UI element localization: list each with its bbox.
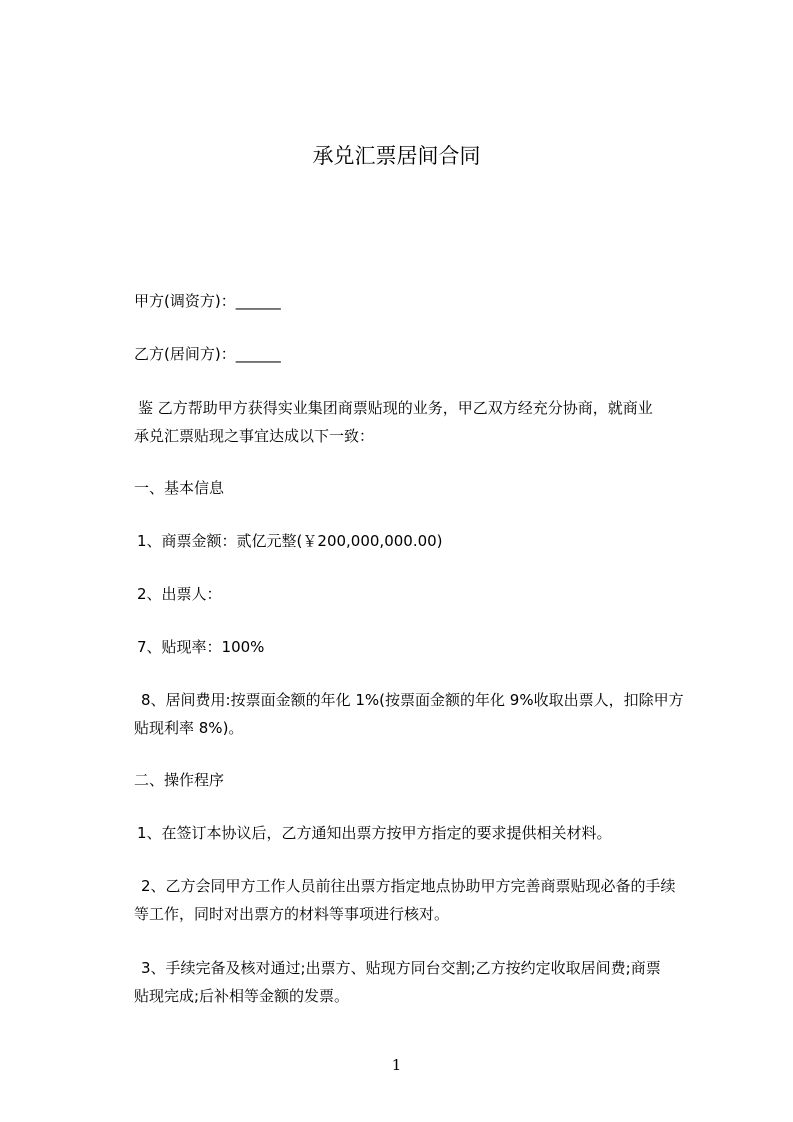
- step-3: [141, 954, 671, 982]
- step-3-continued: [134, 982, 664, 1010]
- preamble-line-2: 承兑汇票贴现之事宜达成以下一致：: [134, 427, 375, 445]
- step-3-line-1: 3、手续完备及核对通过;出票方、贴现方同台交割;乙方按约定收取居间费;商票: [141, 959, 661, 977]
- party-b-line: 乙方(居间方)：______: [134, 345, 281, 363]
- step-2-line-1: 2、乙方会同甲方工作人员前往出票方指定地点协助甲方完善商票贴现必备的手续: [141, 877, 676, 895]
- item-1-amount: 1、商票金额：贰亿元整(￥200,000,000.00): [137, 532, 443, 550]
- preamble-line-1: 鉴 乙方帮助甲方获得实业集团商票贴现的业务，甲乙双方经充分协商，就商业: [138, 399, 653, 417]
- step-3-line-2: 贴现完成;后补相等金额的发票。: [134, 987, 350, 1005]
- item-2-drawer: 2、出票人：: [137, 585, 222, 603]
- step-2-line-2: 等工作，同时对出票方的材料等事项进行核对。: [134, 905, 450, 923]
- item-8-fee: [141, 686, 684, 714]
- party-a-line: 甲方(调资方)：______: [134, 292, 281, 310]
- item-8-fee-continued: [134, 714, 664, 742]
- preamble-paragraph: [138, 394, 668, 422]
- section-2-heading: 二、操作程序: [134, 771, 225, 789]
- item-7-discount-rate: 7、贴现率：100%: [137, 638, 265, 656]
- page-number: 1: [391, 1056, 402, 1074]
- document-title: 承兑汇票居间合同: [312, 144, 481, 168]
- item-8-line-1: 8、居间费用:按票面金额的年化 1%(按票面金额的年化 9%收取出票人，扣除甲方: [141, 691, 684, 709]
- step-2: [141, 872, 676, 900]
- step-1: 1、在签订本协议后，乙方通知出票方按甲方指定的要求提供相关材料。: [137, 824, 612, 842]
- preamble-paragraph-continued: [134, 422, 664, 450]
- item-8-line-2: 贴现利率 8%)。: [134, 719, 244, 737]
- step-2-continued: [134, 900, 664, 928]
- section-1-heading: 一、基本信息: [134, 479, 225, 497]
